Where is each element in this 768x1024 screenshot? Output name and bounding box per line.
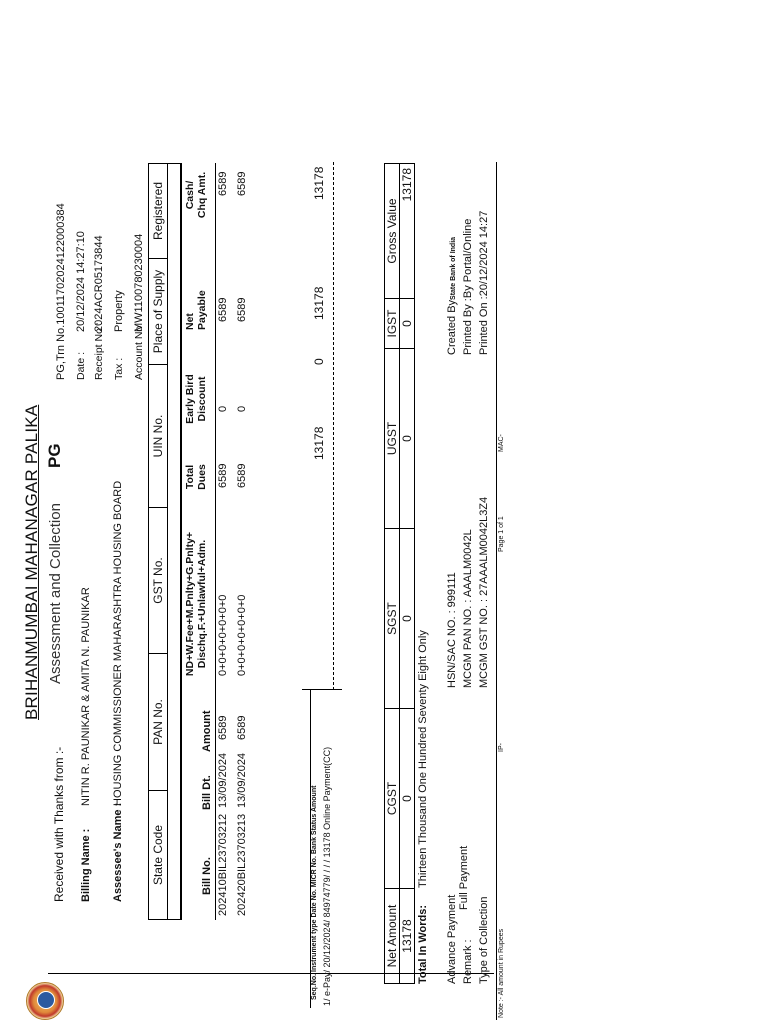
hsn-sac: HSN/SAC NO. : 999111 bbox=[446, 572, 458, 688]
receipt-sheet bbox=[20, 152, 510, 1020]
bill-row-2-net: 6589 bbox=[236, 297, 248, 322]
mcgm-gst: MCGM GST NO. : 27AAALM0042L3Z4 bbox=[478, 496, 490, 688]
tax-value-cgst: 0 bbox=[399, 708, 415, 889]
col-net-payable: Net Payable bbox=[184, 290, 208, 330]
mode-badge: PG bbox=[45, 443, 64, 468]
payment-total-3: 13178 bbox=[312, 286, 326, 320]
bill-row-2-dues: 6589 bbox=[236, 463, 248, 488]
tax-header-sgst: SGST bbox=[384, 528, 400, 709]
collection-type-label: Type of Collection bbox=[478, 896, 490, 984]
bill-row-2-penalties: 0+0+0+0+0+0+0 bbox=[236, 594, 248, 676]
codes-value-row bbox=[167, 163, 181, 920]
codes-header-gst: GST No. bbox=[148, 507, 168, 654]
assessee-value: HOUSING COMMISSIONER MAHARASHTRA HOUSING BOARD bbox=[112, 480, 124, 806]
payment-total-2: 0 bbox=[312, 358, 326, 365]
bill-row-1-dt: 13/09/2024 bbox=[217, 752, 229, 808]
codes-header-pan: PAN No. bbox=[148, 653, 168, 791]
mac-label: MAC- bbox=[498, 434, 505, 452]
received-label: Received with Thanks from :- bbox=[52, 746, 66, 902]
payment-total-4: 13178 bbox=[312, 166, 326, 200]
tax-header-cgst: CGST bbox=[384, 708, 400, 889]
account-value: MW1100780230004 bbox=[133, 233, 145, 332]
printed-by: Printed By :By Portal/Online bbox=[462, 218, 474, 355]
tax-value-gross: 13178 bbox=[399, 163, 415, 299]
page-number: Page 1 of 1 bbox=[498, 516, 505, 552]
tax-value-igst: 0 bbox=[399, 298, 415, 349]
tax-header-gross: Gross Value bbox=[384, 163, 400, 299]
tax-value-net: 13178 bbox=[399, 888, 415, 984]
receipt-value: 2024ACR05173844 bbox=[93, 235, 105, 332]
tax-value-sgst: 0 bbox=[399, 528, 415, 709]
billing-name-label: Billing Name : bbox=[80, 828, 92, 902]
billing-name-value: NITIN R. PAUNIKAR & AMITA N. PAUNIKAR bbox=[80, 587, 92, 806]
col-early-bird: Early Bird Discount bbox=[184, 374, 208, 424]
payment-header: Seq.No. Instrument type Date No. MICR No. Bank Status Amount bbox=[311, 785, 318, 1000]
col-penalties: ND+W.Fee+M.Pnlty+G.Pnlty+ Dischq.F.+Unlawful+Adm. bbox=[184, 531, 208, 677]
bill-row-1-no: 202410BIL23703212 bbox=[217, 813, 229, 916]
bill-row-1-discount: 0 bbox=[217, 405, 229, 412]
created-by-label: Created ByState Bank of India bbox=[446, 236, 458, 355]
remark-label: Remark : bbox=[462, 939, 474, 984]
bill-row-2-dt: 13/09/2024 bbox=[236, 752, 248, 808]
amount-note: Note :- All amount in Rupees bbox=[498, 928, 505, 1018]
total-words-value: Thirteen Thousand One Hundred Seventy Eight Only bbox=[417, 630, 429, 888]
bill-row-1-cash: 6589 bbox=[217, 171, 229, 196]
bmc-seal-logo bbox=[26, 982, 64, 1020]
receipt-label: Receipt No : bbox=[93, 322, 105, 380]
codes-header-state: State Code bbox=[148, 790, 168, 920]
bill-row-1-net: 6589 bbox=[217, 297, 229, 322]
bill-row-2-cash: 6589 bbox=[236, 171, 248, 196]
col-total-dues: Total Dues bbox=[184, 464, 208, 490]
payment-line: 1/ e-Pay/ 20/12/2024/ 84974779/ / / / 13178 Online Payment(CC) bbox=[322, 746, 332, 1006]
advance-payment-label: Advance Payment bbox=[446, 894, 458, 984]
bill-row-1-dues: 6589 bbox=[217, 463, 229, 488]
bill-row-2-amount: 6589 bbox=[236, 715, 248, 740]
tax-label: Tax : bbox=[113, 357, 125, 380]
mcgm-pan: MCGM PAN NO. : AAALM0042L bbox=[462, 529, 474, 688]
pg-trn-number: PG,Trn No.1001170202412200038​4 bbox=[55, 203, 67, 380]
codes-header-place: Place of Supply bbox=[148, 258, 168, 365]
printed-on: Printed On :20/12/2024 14:27 bbox=[478, 210, 490, 355]
date-value: 20/12/2024 14:27:10 bbox=[75, 231, 87, 332]
codes-header-uin: UIN No. bbox=[148, 364, 168, 508]
col-amount: Amount bbox=[201, 710, 213, 752]
total-words-label: Total In Words: bbox=[417, 904, 429, 984]
codes-header-registered: Registered bbox=[148, 163, 168, 259]
bill-row-2-no: 202420BIL23703213 bbox=[236, 813, 248, 916]
col-bill-dt: Bill Dt. bbox=[201, 775, 213, 810]
date-label: Date : bbox=[75, 351, 87, 380]
assessee-label: Assessee's Name : bbox=[112, 802, 124, 902]
tax-header-ugst: UGST bbox=[384, 348, 400, 529]
created-by-bank: State Bank of India bbox=[450, 236, 457, 300]
tax-value-ugst: 0 bbox=[399, 348, 415, 529]
tax-header-igst: IGST bbox=[384, 298, 400, 349]
ip-label: IP- bbox=[498, 743, 505, 752]
bill-row-1-amount: 6589 bbox=[217, 715, 229, 740]
col-bill-no: Bill No. bbox=[201, 857, 213, 895]
page-title: BRIHANMUMBAI MAHANAGAR PALIKA bbox=[22, 404, 41, 720]
col-cash-chq: Cash/ Chq Amt. bbox=[184, 171, 208, 219]
account-label: Account No bbox=[133, 325, 145, 380]
bill-row-2-discount: 0 bbox=[236, 405, 248, 412]
tax-header-net: Net Amount bbox=[384, 888, 400, 984]
remark-value: Full Payment bbox=[458, 845, 470, 910]
bill-row-1-penalties: 0+0+0+0+0+0+0 bbox=[217, 594, 229, 676]
tax-value: Property bbox=[113, 290, 125, 332]
page-subtitle: Assessment and Collection bbox=[47, 503, 64, 684]
payment-total-1: 13178 bbox=[312, 426, 326, 460]
